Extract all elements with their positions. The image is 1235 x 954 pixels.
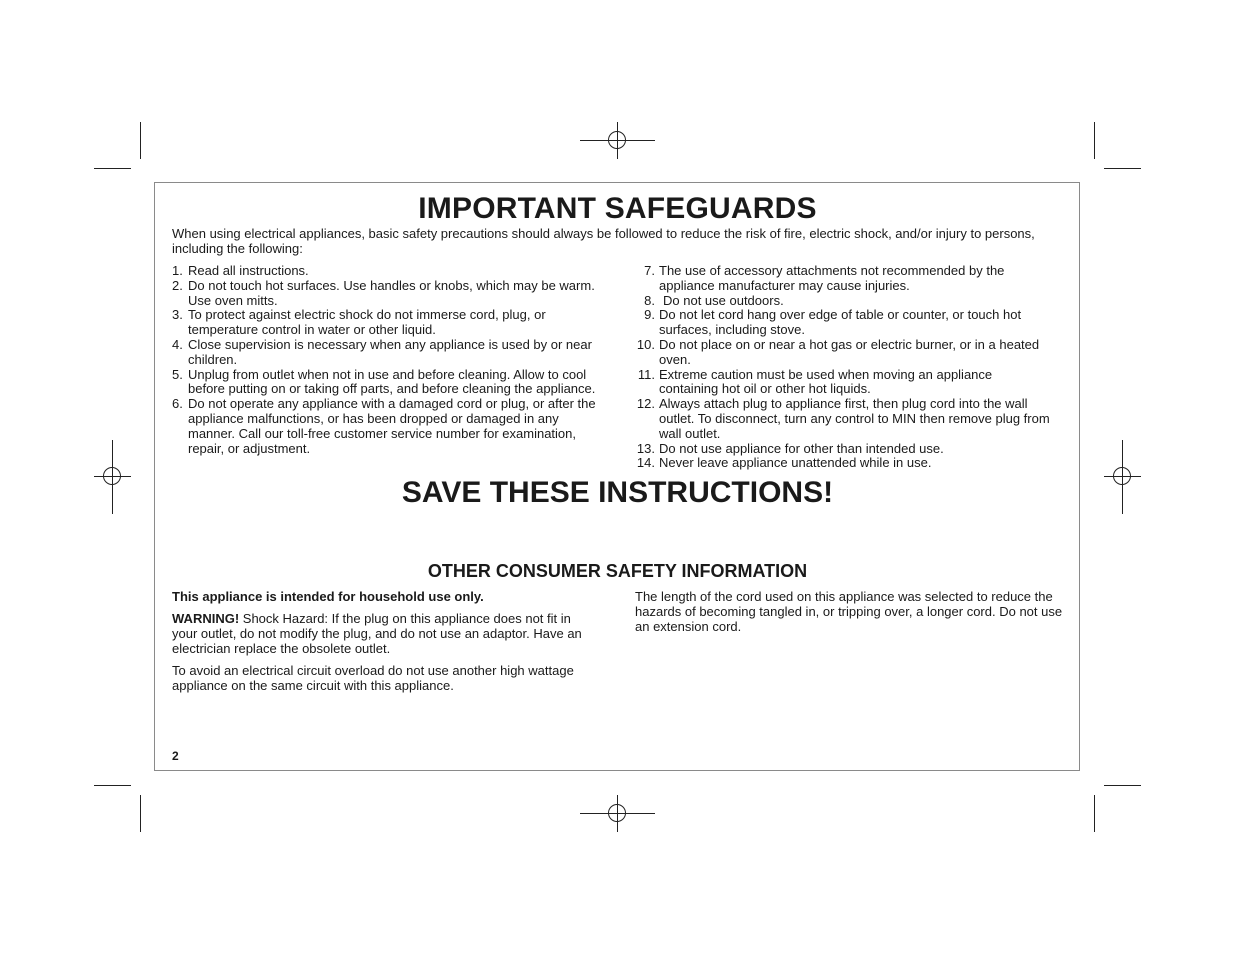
safeguards-list-right <box>632 264 1052 471</box>
safety-info-left-column <box>172 589 597 700</box>
item-text: Do not touch hot surfaces. Use handles or knobs, which may be warm. Use oven mitts. <box>188 277 595 308</box>
list-item <box>172 264 602 279</box>
warning-paragraph <box>172 611 597 656</box>
item-number: 13. <box>636 440 655 456</box>
list-item <box>172 368 602 398</box>
crop-mark <box>94 168 131 169</box>
item-number: 9. <box>644 307 655 323</box>
crop-mark <box>140 122 141 159</box>
item-text: To protect against electric shock do not immerse cord, plug, or temperature control in water or other liquid. <box>188 307 546 338</box>
list-item <box>172 279 602 309</box>
list-item <box>632 338 1052 368</box>
cord-paragraph: The length of the cord used on this appliance was selected to reduce the hazards of becoming tangled in, or tripping over, a longer cord. Do not use an extension cord. <box>635 589 1063 634</box>
list-item <box>172 308 602 338</box>
registration-circle-icon <box>608 131 626 149</box>
list-item <box>172 338 602 368</box>
list-item <box>632 294 1052 309</box>
item-number: 14. <box>636 455 655 471</box>
item-number: 1. <box>172 263 183 278</box>
crop-mark <box>94 785 131 786</box>
list-item <box>632 442 1052 457</box>
crop-mark <box>140 795 141 832</box>
registration-circle-icon <box>608 804 626 822</box>
list-item <box>632 264 1052 294</box>
item-text: The use of accessory attachments not recommended by the appliance manufacturer may cause injuries. <box>659 263 1005 293</box>
item-text: Extreme caution must be used when moving an appliance containing hot oil or other hot liquids. <box>659 366 993 397</box>
section-heading: OTHER CONSUMER SAFETY INFORMATION <box>427 561 808 581</box>
list-item <box>172 397 602 456</box>
item-text: Do not use appliance for other than intended use. <box>659 440 944 456</box>
safety-info-right-column <box>635 589 1075 641</box>
crop-mark <box>1094 122 1095 159</box>
safeguards-list-left <box>172 264 602 456</box>
item-text: Close supervision is necessary when any appliance is used by or near children. <box>188 336 592 367</box>
item-number: 3. <box>172 307 183 323</box>
page-title: IMPORTANT SAFEGUARDS <box>418 192 817 225</box>
warning-text: Shock Hazard: If the plug on this appliance does not fit in your outlet, do not modify the plug, and do not use an adaptor. Have an electrician replace the obsolete outlet. <box>172 611 582 656</box>
warning-label: WARNING! <box>172 611 240 626</box>
item-text: Never leave appliance unattended while in use. <box>659 455 932 471</box>
item-text: Read all instructions. <box>188 263 309 278</box>
item-number: 11. <box>637 366 655 382</box>
list-item <box>632 397 1052 441</box>
item-text: Do not use outdoors. <box>663 292 784 308</box>
item-text: Do not let cord hang over edge of table or counter, or touch hot surfaces, including stove. <box>659 307 1022 338</box>
crop-mark <box>1104 785 1141 786</box>
page-number: 2 <box>172 749 179 763</box>
crop-mark <box>1094 795 1095 832</box>
item-number: 6. <box>172 396 183 412</box>
item-number: 8. <box>644 292 655 308</box>
item-number: 2. <box>172 277 183 293</box>
item-number: 12. <box>636 396 655 412</box>
item-number: 5. <box>172 366 183 382</box>
item-number: 10. <box>636 336 655 352</box>
item-text: Unplug from outlet when not in use and before cleaning. Allow to cool before putting on or taking off parts, and before cleaning the appliance. <box>188 366 596 397</box>
item-text: Always attach plug to appliance first, then plug cord into the wall outlet. To disconnect, turn any control to MIN then remove plug from wall outlet. <box>659 396 1050 441</box>
save-instructions-title: SAVE THESE INSTRUCTIONS! <box>401 476 834 509</box>
item-text: Do not place on or near a hot gas or electric burner, or in a heated oven. <box>659 336 1040 367</box>
list-item <box>632 308 1052 338</box>
list-item <box>632 456 1052 471</box>
list-item <box>632 368 1052 398</box>
household-notice: This appliance is intended for household use only. <box>172 589 484 604</box>
crop-mark <box>1104 168 1141 169</box>
item-text: Do not operate any appliance with a damaged cord or plug, or after the appliance malfunctions, or has been dropped or damaged in any manner. Call our toll-free customer service number for examination, repair, or adjustment. <box>188 396 596 456</box>
overload-paragraph: To avoid an electrical circuit overload do not use another high wattage appliance on the same circuit with this appliance. <box>172 663 574 693</box>
intro-paragraph: When using electrical appliances, basic safety precautions should always be followed to reduce the risk of fire, electric shock, and/or injury to persons, including the following: <box>172 226 1035 256</box>
item-number: 7. <box>644 263 655 278</box>
item-number: 4. <box>172 336 183 352</box>
